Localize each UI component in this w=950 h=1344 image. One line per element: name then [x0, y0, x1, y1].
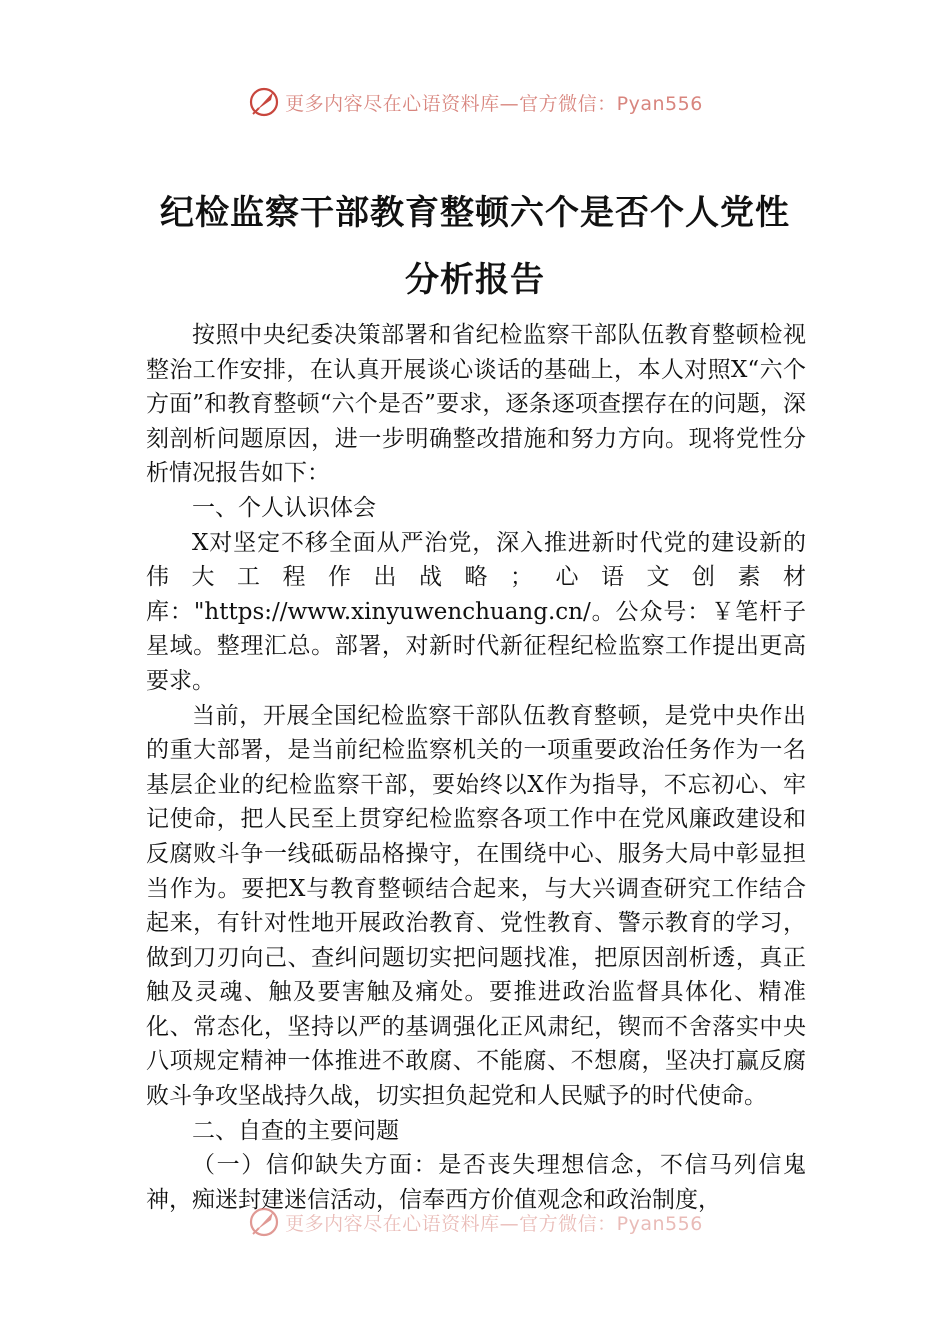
document-title-line2: 分析报告: [405, 260, 545, 300]
document-body: [146, 318, 806, 1217]
quill-pen-icon: [247, 85, 281, 119]
section1-paragraph-2: 当前，开展全国纪检监察干部队伍教育整顿，是党中央作出的重大部署，是当前纪检监察机关的一项重要政治任务作为一名基层企业的纪检监察干部，要始终以X作为指导，不忘初心、牢记使命，把人民至上贯穿纪检监察各项工作中在党风廉政建设和反腐败斗争一线砥砺品格操守，在围绕中心、服务大局中彰显担当作为。要把X与教育整顿结合起来，与大兴调查研究工作结合起来，有针对性地开展政治教育、党性教育、警示教育的学习，做到刀刃向己、查纠问题切实把问题找准，把原因剖析透，真正触及灵魂、触及要害触及痛处。要推进政治监督具体化、精准化、常态化，坚持以严的基调强化正风肃纪，锲而不舍落实中央八项规定精神一体推进不敢腐、不能腐、不想腐，坚决打赢反腐败斗争攻坚战持久战，切实担负起党和人民赋予的时代使命。: [146, 702, 806, 1110]
intro-paragraph: 按照中央纪委决策部署和省纪检监察干部队伍教育整顿检视整治工作安排，在认真开展谈心谈话的基础上，本人对照X“六个方面”和教育整顿“六个是否”要求，逐条逐项查摆存在的问题，深刻剖析问题原因，进一步明确整改措施和努力方向。现将党性分析情况报告如下：: [146, 322, 806, 487]
subsection-label: （一）信仰缺失方面：: [192, 1152, 439, 1179]
document-title-line1: 纪检监察干部教育整顿六个是否个人党性: [160, 193, 790, 233]
watermark-banner-bottom: [0, 1202, 950, 1242]
section-heading-1: 一、个人认识体会: [192, 494, 376, 521]
quill-pen-icon: [247, 1205, 281, 1239]
section1-paragraph-1: X对坚定不移全面从严治党，深入推进新时代党的建设新的伟大工程作出战略；心语文创素材库："https://www.xinyuwenchuang.cn/。公众号：￥笔杆子星域。整理汇总。部署，对新时代新征程纪检监察工作提出更高要求。: [146, 529, 806, 694]
watermark-text: 更多内容尽在心语资料库—官方微信：Pyan556: [285, 92, 703, 115]
watermark-text: 更多内容尽在心语资料库—官方微信：Pyan556: [285, 1212, 703, 1235]
subsection-text: 是否丧失理想信念，不信马列信鬼神，痴迷封建迷信活动，信奉西方价值观念和政治制度，: [146, 1152, 806, 1213]
watermark-banner-top: [0, 82, 950, 122]
section-heading-2: 二、自查的主要问题: [192, 1117, 399, 1144]
